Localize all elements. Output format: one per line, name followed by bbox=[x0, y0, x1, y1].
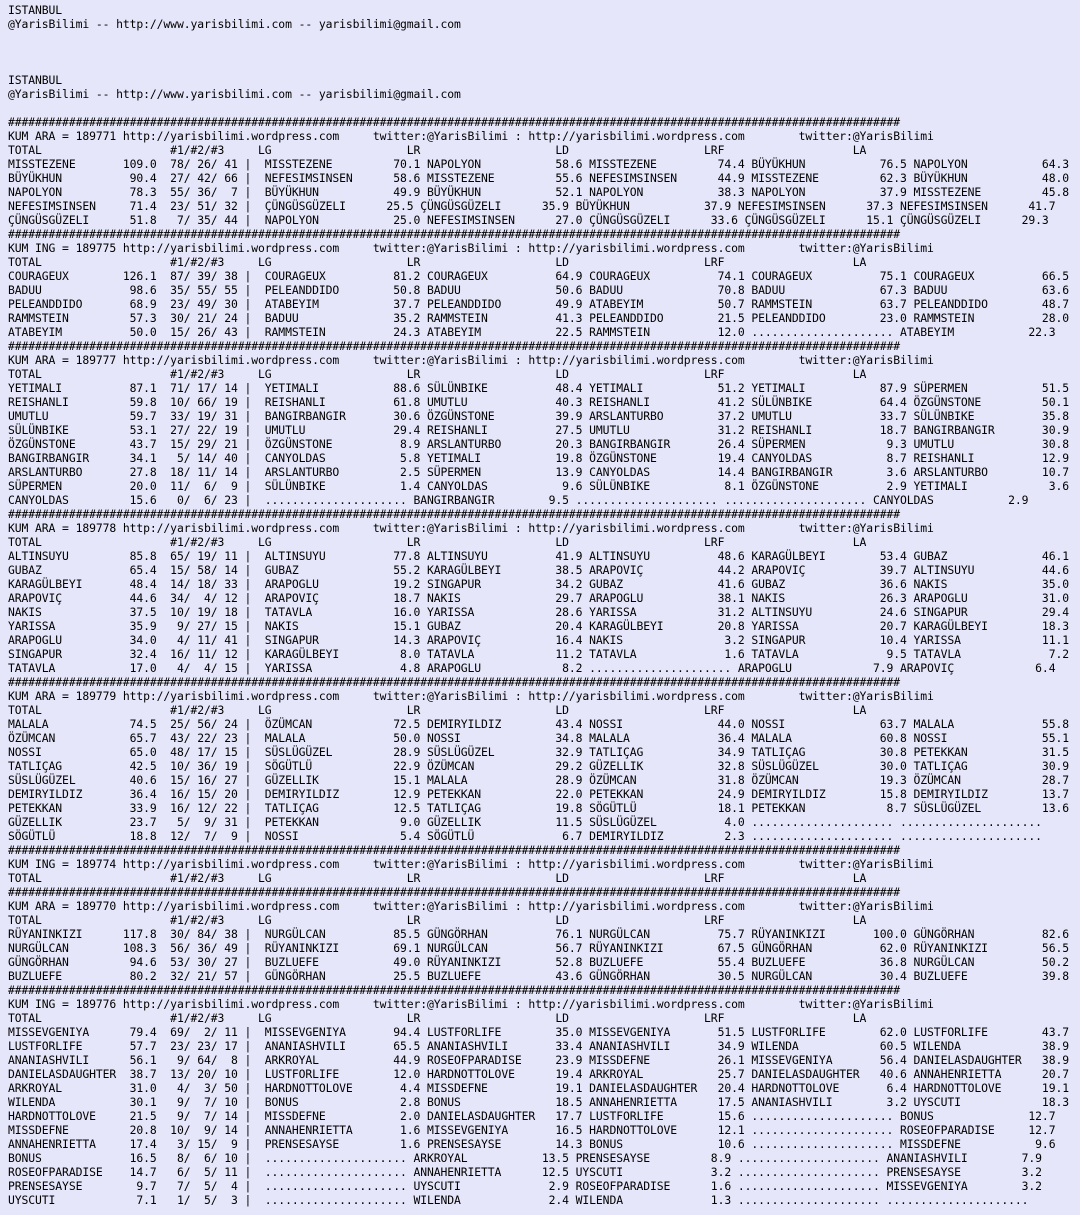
separator: #################################################################################################################################### bbox=[8, 983, 901, 997]
table-row: ÇÜNGÜSGÜZELI 51.8 7/ 35/ 44 | NAPOLYON 25.0 NEFESIMSINSEN 27.0 ÇÜNGÜSGÜZELI 33.6 ÇÜNGÜSGÜZELI 15.1 ÇÜNGÜSGÜZELI 29.3 bbox=[8, 213, 1049, 227]
table-row: ANANIASHVILI 56.1 9/ 64/ 8 | ARKROYAL 44.9 ROSEOFPARADISE 23.9 MISSDEFNE 26.1 MISSEVGENIYA 56.4 DANIELASDAUGHTER 38.9 bbox=[8, 1053, 1069, 1067]
report-title-repeat: ISTANBUL bbox=[8, 73, 63, 87]
table-row: ÖZÜMCAN 65.7 43/ 22/ 23 | MALALA 50.0 NOSSI 34.8 MALALA 36.4 MALALA 60.8 NOSSI 55.1 bbox=[8, 731, 1069, 745]
table-row: ARSLANTURBO 27.8 18/ 11/ 14 | ARSLANTURBO 2.5 SÜPERMEN 13.9 CANYOLDAS 14.4 BANGIRBANGIR 3.6 ARSLANTURBO 10.7 bbox=[8, 465, 1069, 479]
race-header: KUM ING = 189774 http://yarisbilimi.wordpress.com twitter:@YarisBilimi : http://yarisbilimi.wordpress.com twitter:@YarisBilimi bbox=[8, 857, 934, 871]
table-row: NAPOLYON 78.3 55/ 36/ 7 | BÜYÜKHUN 49.9 BÜYÜKHUN 52.1 NAPOLYON 38.3 NAPOLYON 37.9 MISSTEZENE 45.8 bbox=[8, 185, 1069, 199]
table-row: RAMMSTEIN 57.3 30/ 21/ 24 | BADUU 35.2 RAMMSTEIN 41.3 PELEANDDIDO 21.5 PELEANDDIDO 23.0 RAMMSTEIN 28.0 bbox=[8, 311, 1069, 325]
table-row: ARAPOVIÇ 44.6 34/ 4/ 12 | ARAPOVIÇ 18.7 NAKIS 29.7 ARAPOGLU 38.1 NAKIS 26.3 ARAPOGLU 31.0 bbox=[8, 591, 1069, 605]
column-header: TOTAL #1/#2/#3 LG LR LD LRF LA bbox=[8, 535, 867, 549]
table-row: NURGÜLCAN 108.3 56/ 36/ 49 | RÜYANINKIZI 69.1 NURGÜLCAN 56.7 RÜYANINKIZI 67.5 GÜNGÖRHAN 62.0 RÜYANINKIZI 56.5 bbox=[8, 941, 1069, 955]
column-header: TOTAL #1/#2/#3 LG LR LD LRF LA bbox=[8, 143, 867, 157]
table-row: SÜSLÜGÜZEL 40.6 15/ 16/ 27 | GÜZELLIK 15.1 MALALA 28.9 ÖZÜMCAN 31.8 ÖZÜMCAN 19.3 ÖZÜMCAN 28.7 bbox=[8, 773, 1069, 787]
race-header: KUM ARA = 189778 http://yarisbilimi.wordpress.com twitter:@YarisBilimi : http://yarisbilimi.wordpress.com twitter:@YarisBilimi bbox=[8, 521, 934, 535]
table-row: NEFESIMSINSEN 71.4 23/ 51/ 32 | ÇÜNGÜSGÜZELI 25.5 ÇÜNGÜSGÜZELI 35.9 BÜYÜKHUN 37.9 NEFESIMSINSEN 37.3 NEFESIMSINSEN 41.7 bbox=[8, 199, 1056, 213]
race-header: KUM ING = 189775 http://yarisbilimi.wordpress.com twitter:@YarisBilimi : http://yarisbilimi.wordpress.com twitter:@YarisBilimi bbox=[8, 241, 934, 255]
separator: #################################################################################################################################### bbox=[8, 507, 901, 521]
table-row: REISHANLI 59.8 10/ 66/ 19 | REISHANLI 61.8 UMUTLU 40.3 REISHANLI 41.2 SÜLÜNBIKE 64.4 ÖZGÜNSTONE 50.1 bbox=[8, 395, 1069, 409]
table-row: BUZLUEFE 80.2 32/ 21/ 57 | GÜNGÖRHAN 25.5 BUZLUEFE 43.6 GÜNGÖRHAN 30.5 NURGÜLCAN 30.4 BUZLUEFE 39.8 bbox=[8, 969, 1069, 983]
race-header: KUM ARA = 189777 http://yarisbilimi.wordpress.com twitter:@YarisBilimi : http://yarisbilimi.wordpress.com twitter:@YarisBilimi bbox=[8, 353, 934, 367]
table-row: PETEKKAN 33.9 16/ 12/ 22 | TATLIÇAG 12.5 TATLIÇAG 19.8 SÖGÜTLÜ 18.1 PETEKKAN 8.7 SÜSLÜGÜZEL 13.6 bbox=[8, 801, 1069, 815]
report-title: ISTANBUL bbox=[8, 3, 63, 17]
table-row: CANYOLDAS 15.6 0/ 6/ 23 | ..................... BANGIRBANGIR 9.5 ..................... ..................... CANYOLDAS 2.9 bbox=[8, 493, 1029, 507]
report-credit-repeat: @YarisBilimi -- http://www.yarisbilimi.com -- yarisbilimi@gmail.com bbox=[8, 87, 461, 101]
column-header: TOTAL #1/#2/#3 LG LR LD LRF LA bbox=[8, 255, 867, 269]
table-row: KARAGÜLBEYI 48.4 14/ 18/ 33 | ARAPOGLU 19.2 SINGAPUR 34.2 GUBAZ 41.6 GUBAZ 36.6 NAKIS 35.0 bbox=[8, 577, 1069, 591]
race-header: KUM ARA = 189779 http://yarisbilimi.wordpress.com twitter:@YarisBilimi : http://yarisbilimi.wordpress.com twitter:@YarisBilimi bbox=[8, 689, 934, 703]
race-header: KUM ARA = 189771 http://yarisbilimi.wordpress.com twitter:@YarisBilimi : http://yarisbilimi.wordpress.com twitter:@YarisBilimi bbox=[8, 129, 934, 143]
table-row: BADUU 98.6 35/ 55/ 55 | PELEANDDIDO 50.8 BADUU 50.6 BADUU 70.8 BADUU 67.3 BADUU 63.6 bbox=[8, 283, 1069, 297]
table-row: ATABEYIM 50.0 15/ 26/ 43 | RAMMSTEIN 24.3 ATABEYIM 22.5 RAMMSTEIN 12.0 ..................... ATABEYIM 22.3 bbox=[8, 325, 1056, 339]
table-row: MISSTEZENE 109.0 78/ 26/ 41 | MISSTEZENE 70.1 NAPOLYON 58.6 MISSTEZENE 74.4 BÜYÜKHUN 76.5 NAPOLYON 64.3 bbox=[8, 157, 1069, 171]
separator: #################################################################################################################################### bbox=[8, 675, 901, 689]
table-row: ÖZGÜNSTONE 43.7 15/ 29/ 21 | ÖZGÜNSTONE 8.9 ARSLANTURBO 20.3 BANGIRBANGIR 26.4 SÜPERMEN 9.3 UMUTLU 30.8 bbox=[8, 437, 1069, 451]
table-row: SÖGÜTLÜ 18.8 12/ 7/ 9 | NOSSI 5.4 SÖGÜTLÜ 6.7 DEMIRYILDIZ 2.3 ..................... ..................... bbox=[8, 829, 1042, 843]
column-header: TOTAL #1/#2/#3 LG LR LD LRF LA bbox=[8, 703, 867, 717]
race-header: KUM ING = 189776 http://yarisbilimi.wordpress.com twitter:@YarisBilimi : http://yarisbilimi.wordpress.com twitter:@YarisBilimi bbox=[8, 997, 934, 1011]
table-row: UYSCUTI 7.1 1/ 5/ 3 | ..................... WILENDA 2.4 WILENDA 1.3 ..................... ..................... bbox=[8, 1193, 1029, 1207]
table-row: BÜYÜKHUN 90.4 27/ 42/ 66 | NEFESIMSINSEN 58.6 MISSTEZENE 55.6 NEFESIMSINSEN 44.9 MISSTEZENE 62.3 BÜYÜKHUN 48.0 bbox=[8, 171, 1069, 185]
table-row: SÜPERMEN 20.0 11/ 6/ 9 | SÜLÜNBIKE 1.4 CANYOLDAS 9.6 SÜLÜNBIKE 8.1 ÖZGÜNSTONE 2.9 YETIMALI 3.6 bbox=[8, 479, 1069, 493]
table-row: GÜNGÖRHAN 94.6 53/ 30/ 27 | BUZLUEFE 49.0 RÜYANINKIZI 52.8 BUZLUEFE 55.4 BUZLUEFE 36.8 NURGÜLCAN 50.2 bbox=[8, 955, 1069, 969]
column-header: TOTAL #1/#2/#3 LG LR LD LRF LA bbox=[8, 1011, 867, 1025]
separator: #################################################################################################################################### bbox=[8, 843, 901, 857]
separator: #################################################################################################################################### bbox=[8, 227, 901, 241]
report-credit: @YarisBilimi -- http://www.yarisbilimi.com -- yarisbilimi@gmail.com bbox=[8, 17, 461, 31]
table-row: ROSEOFPARADISE 14.7 6/ 5/ 11 | ..................... ANNAHENRIETTA 12.5 UYSCUTI 3.2 ..................... PRENSESAYSE 3.2 bbox=[8, 1165, 1042, 1179]
table-row: UMUTLU 59.7 33/ 19/ 31 | BANGIRBANGIR 30.6 ÖZGÜNSTONE 39.9 ARSLANTURBO 37.2 UMUTLU 33.7 SÜLÜNBIKE 35.8 bbox=[8, 409, 1069, 423]
race-header: KUM ARA = 189770 http://yarisbilimi.wordpress.com twitter:@YarisBilimi : http://yarisbilimi.wordpress.com twitter:@YarisBilimi bbox=[8, 899, 934, 913]
table-row: LUSTFORLIFE 57.7 23/ 23/ 17 | ANANIASHVILI 65.5 ANANIASHVILI 33.4 ANANIASHVILI 34.9 WILENDA 60.5 WILENDA 38.9 bbox=[8, 1039, 1069, 1053]
table-row: COURAGEUX 126.1 87/ 39/ 38 | COURAGEUX 81.2 COURAGEUX 64.9 COURAGEUX 74.1 COURAGEUX 75.1 COURAGEUX 66.5 bbox=[8, 269, 1069, 283]
table-row: NOSSI 65.0 48/ 17/ 15 | SÜSLÜGÜZEL 28.9 SÜSLÜGÜZEL 32.9 TATLIÇAG 34.9 TATLIÇAG 30.8 PETEKKAN 31.5 bbox=[8, 745, 1069, 759]
table-row: ARAPOGLU 34.0 4/ 11/ 41 | SINGAPUR 14.3 ARAPOVIÇ 16.4 NAKIS 3.2 SINGAPUR 10.4 YARISSA 11.1 bbox=[8, 633, 1069, 647]
column-header: TOTAL #1/#2/#3 LG LR LD LRF LA bbox=[8, 913, 867, 927]
column-header: TOTAL #1/#2/#3 LG LR LD LRF LA bbox=[8, 367, 867, 381]
table-row: PRENSESAYSE 9.7 7/ 5/ 4 | ..................... UYSCUTI 2.9 ROSEOFPARADISE 1.6 ..................... MISSEVGENIYA 3.2 bbox=[8, 1179, 1042, 1193]
table-row: RÜYANINKIZI 117.8 30/ 84/ 38 | NURGÜLCAN 85.5 GÜNGÖRHAN 76.1 NURGÜLCAN 75.7 RÜYANINKIZI 100.0 GÜNGÖRHAN 82.6 bbox=[8, 927, 1069, 941]
table-row: YARISSA 35.9 9/ 27/ 15 | NAKIS 15.1 GUBAZ 20.4 KARAGÜLBEYI 20.8 YARISSA 20.7 KARAGÜLBEYI 18.3 bbox=[8, 619, 1069, 633]
table-row: BANGIRBANGIR 34.1 5/ 14/ 40 | CANYOLDAS 5.8 YETIMALI 19.8 ÖZGÜNSTONE 19.4 CANYOLDAS 8.7 REISHANLI 12.9 bbox=[8, 451, 1069, 465]
table-row: TATAVLA 17.0 4/ 4/ 15 | YARISSA 4.8 ARAPOGLU 8.2 ..................... ARAPOGLU 7.9 ARAPOVIÇ 6.4 bbox=[8, 661, 1056, 675]
column-header: TOTAL #1/#2/#3 LG LR LD LRF LA bbox=[8, 871, 867, 885]
separator: #################################################################################################################################### bbox=[8, 339, 901, 353]
table-row: GÜZELLIK 23.7 5/ 9/ 31 | PETEKKAN 9.0 GÜZELLIK 11.5 SÜSLÜGÜZEL 4.0 ..................... ..................... bbox=[8, 815, 1042, 829]
table-row: ANNAHENRIETTA 17.4 3/ 15/ 9 | PRENSESAYSE 1.6 PRENSESAYSE 14.3 BONUS 10.6 ..................... MISSDEFNE 9.6 bbox=[8, 1137, 1056, 1151]
table-row: DEMIRYILDIZ 36.4 16/ 15/ 20 | DEMIRYILDIZ 12.9 PETEKKAN 22.0 PETEKKAN 24.9 DEMIRYILDIZ 15.8 DEMIRYILDIZ 13.7 bbox=[8, 787, 1069, 801]
table-row: ARKROYAL 31.0 4/ 3/ 50 | HARDNOTTOLOVE 4.4 MISSDEFNE 19.1 DANIELASDAUGHTER 20.4 HARDNOTTOLOVE 6.4 HARDNOTTOLOVE 19.1 bbox=[8, 1081, 1069, 1095]
table-row: PELEANDDIDO 68.9 23/ 49/ 30 | ATABEYIM 37.7 PELEANDDIDO 49.9 ATABEYIM 50.7 RAMMSTEIN 63.7 PELEANDDIDO 48.7 bbox=[8, 297, 1069, 311]
table-row: SÜLÜNBIKE 53.1 27/ 22/ 19 | UMUTLU 29.4 REISHANLI 27.5 UMUTLU 31.2 REISHANLI 18.7 BANGIRBANGIR 30.9 bbox=[8, 423, 1069, 437]
table-row: WILENDA 30.1 9/ 7/ 10 | BONUS 2.8 BONUS 18.5 ANNAHENRIETTA 17.5 ANANIASHVILI 3.2 UYSCUTI 18.3 bbox=[8, 1095, 1069, 1109]
table-row: GUBAZ 65.4 15/ 58/ 14 | GUBAZ 55.2 KARAGÜLBEYI 38.5 ARAPOVIÇ 44.2 ARAPOVIÇ 39.7 ALTINSUYU 44.6 bbox=[8, 563, 1069, 577]
table-row: MISSDEFNE 20.8 10/ 9/ 14 | ANNAHENRIETTA 1.6 MISSEVGENIYA 16.5 HARDNOTTOLOVE 12.1 ..................... ROSEOFPARADISE 12.7 bbox=[8, 1123, 1056, 1137]
table-row: TATLIÇAG 42.5 10/ 36/ 19 | SÖGÜTLÜ 22.9 ÖZÜMCAN 29.2 GÜZELLIK 32.8 SÜSLÜGÜZEL 30.0 TATLIÇAG 30.9 bbox=[8, 759, 1069, 773]
separator: #################################################################################################################################### bbox=[8, 115, 901, 129]
table-row: ALTINSUYU 85.8 65/ 19/ 11 | ALTINSUYU 77.8 ALTINSUYU 41.9 ALTINSUYU 48.6 KARAGÜLBEYI 53.4 GUBAZ 46.1 bbox=[8, 549, 1069, 563]
table-row: BONUS 16.5 8/ 6/ 10 | ..................... ARKROYAL 13.5 PRENSESAYSE 8.9 ..................... ANANIASHVILI 7.9 bbox=[8, 1151, 1042, 1165]
separator: #################################################################################################################################### bbox=[8, 885, 901, 899]
table-row: DANIELASDAUGHTER 38.7 13/ 20/ 10 | LUSTFORLIFE 12.0 HARDNOTTOLOVE 19.4 ARKROYAL 25.7 DANIELASDAUGHTER 40.6 ANNAHENRIETTA 20.7 bbox=[8, 1067, 1069, 1081]
table-row: YETIMALI 87.1 71/ 17/ 14 | YETIMALI 88.6 SÜLÜNBIKE 48.4 YETIMALI 51.2 YETIMALI 87.9 SÜPERMEN 51.5 bbox=[8, 381, 1069, 395]
table-row: NAKIS 37.5 10/ 19/ 18 | TATAVLA 16.0 YARISSA 28.6 YARISSA 31.2 ALTINSUYU 24.6 SINGAPUR 29.4 bbox=[8, 605, 1069, 619]
table-row: MALALA 74.5 25/ 56/ 24 | ÖZÜMCAN 72.5 DEMIRYILDIZ 43.4 NOSSI 44.0 NOSSI 63.7 MALALA 55.8 bbox=[8, 717, 1069, 731]
table-row: HARDNOTTOLOVE 21.5 9/ 7/ 14 | MISSDEFNE 2.0 DANIELASDAUGHTER 17.7 LUSTFORLIFE 15.6 ..................... BONUS 12.7 bbox=[8, 1109, 1056, 1123]
table-row: MISSEVGENIYA 79.4 69/ 2/ 11 | MISSEVGENIYA 94.4 LUSTFORLIFE 35.0 MISSEVGENIYA 51.5 LUSTFORLIFE 62.0 LUSTFORLIFE 43.7 bbox=[8, 1025, 1069, 1039]
table-row: SINGAPUR 32.4 16/ 11/ 12 | KARAGÜLBEYI 8.0 TATAVLA 11.2 TATAVLA 1.6 TATAVLA 9.5 TATAVLA 7.2 bbox=[8, 647, 1069, 661]
